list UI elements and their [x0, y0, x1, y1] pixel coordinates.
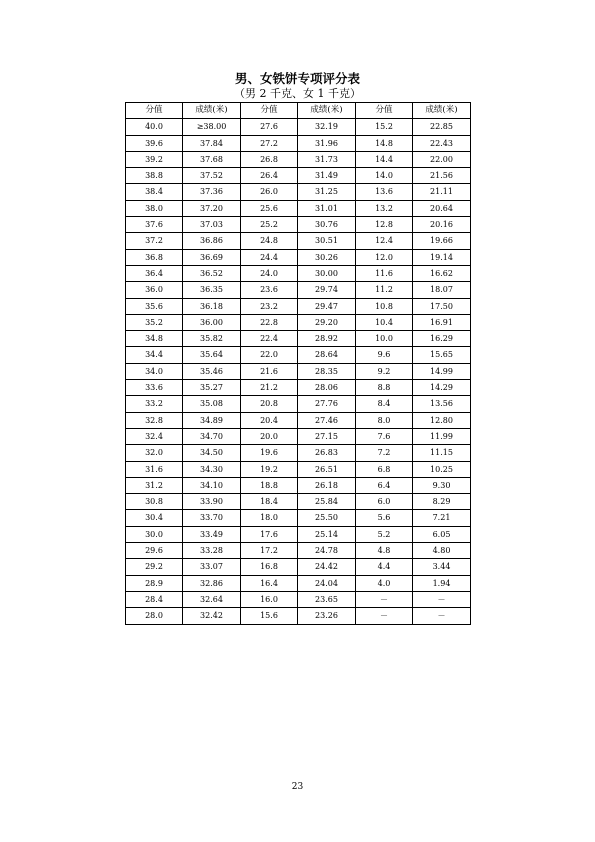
page-title: 男、女铁饼专项评分表 — [234, 71, 360, 86]
result-cell: 16.62 — [413, 265, 471, 281]
table-row — [126, 119, 471, 135]
result-cell: 16.91 — [413, 314, 471, 330]
score-cell: 32.8 — [126, 412, 183, 428]
score-cell: 29.6 — [126, 543, 183, 559]
score-cell: 21.6 — [241, 363, 298, 379]
result-cell: 24.42 — [298, 559, 356, 575]
result-cell: 32.86 — [183, 575, 241, 591]
score-cell: 28.0 — [126, 608, 183, 624]
score-cell: 24.8 — [241, 233, 298, 249]
result-cell: 31.73 — [298, 151, 356, 167]
result-cell: 29.74 — [298, 282, 356, 298]
score-cell: 14.4 — [356, 151, 413, 167]
result-cell: 35.08 — [183, 396, 241, 412]
table-row — [126, 217, 471, 233]
score-cell: 16.4 — [241, 575, 298, 591]
score-cell: 26.0 — [241, 184, 298, 200]
result-cell: 36.86 — [183, 233, 241, 249]
result-cell: 27.46 — [298, 412, 356, 428]
score-cell: 17.2 — [241, 543, 298, 559]
score-cell: 10.0 — [356, 331, 413, 347]
result-cell: 14.99 — [413, 363, 471, 379]
score-cell: 7.2 — [356, 445, 413, 461]
score-cell: 7.6 — [356, 428, 413, 444]
result-cell: 32.42 — [183, 608, 241, 624]
result-cell: 10.25 — [413, 461, 471, 477]
score-cell: 16.8 — [241, 559, 298, 575]
result-cell: 28.35 — [298, 363, 356, 379]
result-cell: 16.29 — [413, 331, 471, 347]
page-subtitle: （男 2 千克、女 1 千克） — [234, 87, 361, 100]
score-cell: 27.6 — [241, 119, 298, 135]
result-cell: 33.28 — [183, 543, 241, 559]
score-cell: 25.6 — [241, 200, 298, 216]
score-cell: 20.8 — [241, 396, 298, 412]
result-cell: 17.50 — [413, 298, 471, 314]
score-cell: 39.6 — [126, 135, 183, 151]
table-row — [126, 608, 471, 624]
score-cell: 8.0 — [356, 412, 413, 428]
column-header-score-2: 分值 — [241, 103, 298, 119]
score-cell: 10.8 — [356, 298, 413, 314]
table-row — [126, 477, 471, 493]
result-cell: 30.00 — [298, 265, 356, 281]
score-cell: 32.0 — [126, 445, 183, 461]
table-row — [126, 363, 471, 379]
table-row — [126, 314, 471, 330]
result-cell: 35.64 — [183, 347, 241, 363]
result-cell: － — [413, 591, 471, 607]
result-cell: 12.80 — [413, 412, 471, 428]
score-cell: 24.0 — [241, 265, 298, 281]
score-cell: 34.4 — [126, 347, 183, 363]
result-cell: 33.70 — [183, 510, 241, 526]
score-cell: 28.9 — [126, 575, 183, 591]
score-cell: 39.2 — [126, 151, 183, 167]
table-row — [126, 445, 471, 461]
result-cell: 34.50 — [183, 445, 241, 461]
result-cell: 4.80 — [413, 543, 471, 559]
column-header-result-2: 成绩(米) — [298, 103, 356, 119]
result-cell: 26.18 — [298, 477, 356, 493]
discus-score-table — [125, 102, 471, 625]
result-cell: 34.89 — [183, 412, 241, 428]
score-cell: 20.0 — [241, 428, 298, 444]
result-cell: 36.35 — [183, 282, 241, 298]
result-cell: 22.43 — [413, 135, 471, 151]
score-cell: 13.2 — [356, 200, 413, 216]
result-cell: 31.25 — [298, 184, 356, 200]
table-row — [126, 184, 471, 200]
score-cell: 12.4 — [356, 233, 413, 249]
table-row — [126, 233, 471, 249]
score-cell: 26.8 — [241, 151, 298, 167]
score-cell: 8.8 — [356, 380, 413, 396]
result-cell: 25.14 — [298, 526, 356, 542]
table-body — [126, 119, 471, 624]
result-cell: 36.69 — [183, 249, 241, 265]
result-cell: 14.29 — [413, 380, 471, 396]
table-row — [126, 396, 471, 412]
score-cell: 19.2 — [241, 461, 298, 477]
result-cell: 30.26 — [298, 249, 356, 265]
result-cell: 23.26 — [298, 608, 356, 624]
result-cell: 28.92 — [298, 331, 356, 347]
result-cell: － — [413, 608, 471, 624]
score-cell: 27.2 — [241, 135, 298, 151]
score-cell: 4.8 — [356, 543, 413, 559]
result-cell: 37.36 — [183, 184, 241, 200]
score-cell: 24.4 — [241, 249, 298, 265]
score-cell: 11.6 — [356, 265, 413, 281]
score-cell: 8.4 — [356, 396, 413, 412]
score-cell: 33.6 — [126, 380, 183, 396]
score-cell: 38.8 — [126, 168, 183, 184]
column-header-score-3: 分值 — [356, 103, 413, 119]
result-cell: 35.46 — [183, 363, 241, 379]
result-cell: 15.65 — [413, 347, 471, 363]
result-cell: 29.47 — [298, 298, 356, 314]
column-header-score-1: 分值 — [126, 103, 183, 119]
result-cell: 28.64 — [298, 347, 356, 363]
score-cell: 15.6 — [241, 608, 298, 624]
result-cell: 36.52 — [183, 265, 241, 281]
result-cell: 18.07 — [413, 282, 471, 298]
result-cell: 37.52 — [183, 168, 241, 184]
score-cell: 14.8 — [356, 135, 413, 151]
table-row — [126, 461, 471, 477]
table-row — [126, 428, 471, 444]
column-header-result-3: 成绩(米) — [413, 103, 471, 119]
score-cell: 26.4 — [241, 168, 298, 184]
result-cell: 31.01 — [298, 200, 356, 216]
table-row — [126, 200, 471, 216]
result-cell: 20.16 — [413, 217, 471, 233]
result-cell: 29.20 — [298, 314, 356, 330]
result-cell: 34.70 — [183, 428, 241, 444]
score-cell: 13.6 — [356, 184, 413, 200]
result-cell: 3.44 — [413, 559, 471, 575]
result-cell: 23.65 — [298, 591, 356, 607]
result-cell: 28.06 — [298, 380, 356, 396]
score-cell: 30.4 — [126, 510, 183, 526]
result-cell: 37.84 — [183, 135, 241, 151]
result-cell: 9.30 — [413, 477, 471, 493]
score-cell: 23.2 — [241, 298, 298, 314]
score-cell: 25.2 — [241, 217, 298, 233]
score-cell: 21.2 — [241, 380, 298, 396]
score-cell: 37.6 — [126, 217, 183, 233]
table-row — [126, 412, 471, 428]
score-cell: 34.0 — [126, 363, 183, 379]
score-cell: － — [356, 608, 413, 624]
result-cell: 37.68 — [183, 151, 241, 167]
result-cell: 33.90 — [183, 494, 241, 510]
result-cell: 1.94 — [413, 575, 471, 591]
score-cell: 38.0 — [126, 200, 183, 216]
score-cell: 22.8 — [241, 314, 298, 330]
table-row — [126, 494, 471, 510]
table-header-row — [126, 103, 471, 119]
score-cell: 30.0 — [126, 526, 183, 542]
score-cell: 12.0 — [356, 249, 413, 265]
result-cell: 32.19 — [298, 119, 356, 135]
table-row — [126, 543, 471, 559]
table-row — [126, 510, 471, 526]
score-cell: 22.0 — [241, 347, 298, 363]
result-cell: 30.76 — [298, 217, 356, 233]
table-row — [126, 380, 471, 396]
result-cell: 26.83 — [298, 445, 356, 461]
score-cell: 5.6 — [356, 510, 413, 526]
score-cell: 20.4 — [241, 412, 298, 428]
result-cell: ≥38.00 — [183, 119, 241, 135]
result-cell: 19.14 — [413, 249, 471, 265]
score-cell: 12.8 — [356, 217, 413, 233]
table-row — [126, 591, 471, 607]
result-cell: 19.66 — [413, 233, 471, 249]
result-cell: 37.03 — [183, 217, 241, 233]
score-cell: 33.2 — [126, 396, 183, 412]
score-cell: 15.2 — [356, 119, 413, 135]
score-cell: 6.4 — [356, 477, 413, 493]
score-cell: 6.8 — [356, 461, 413, 477]
table-row — [126, 151, 471, 167]
score-cell: 36.0 — [126, 282, 183, 298]
result-cell: 31.96 — [298, 135, 356, 151]
score-cell: 18.4 — [241, 494, 298, 510]
result-cell: 22.85 — [413, 119, 471, 135]
result-cell: 25.50 — [298, 510, 356, 526]
table-row — [126, 526, 471, 542]
score-cell: 40.0 — [126, 119, 183, 135]
score-cell: 31.2 — [126, 477, 183, 493]
table-row — [126, 575, 471, 591]
result-cell: 33.49 — [183, 526, 241, 542]
score-cell: 38.4 — [126, 184, 183, 200]
score-cell: 23.6 — [241, 282, 298, 298]
result-cell: 20.64 — [413, 200, 471, 216]
result-cell: 32.64 — [183, 591, 241, 607]
result-cell: 35.27 — [183, 380, 241, 396]
score-cell: 34.8 — [126, 331, 183, 347]
result-cell: 33.07 — [183, 559, 241, 575]
result-cell: 34.30 — [183, 461, 241, 477]
result-cell: 37.20 — [183, 200, 241, 216]
result-cell: 27.15 — [298, 428, 356, 444]
result-cell: 11.99 — [413, 428, 471, 444]
score-cell: 29.2 — [126, 559, 183, 575]
score-cell: 18.8 — [241, 477, 298, 493]
result-cell: 25.84 — [298, 494, 356, 510]
score-cell: 19.6 — [241, 445, 298, 461]
result-cell: 34.10 — [183, 477, 241, 493]
result-cell: 35.82 — [183, 331, 241, 347]
table-row — [126, 559, 471, 575]
result-cell: 26.51 — [298, 461, 356, 477]
score-cell: 32.4 — [126, 428, 183, 444]
score-cell: 5.2 — [356, 526, 413, 542]
page-number: 23 — [291, 782, 304, 792]
score-cell: 36.8 — [126, 249, 183, 265]
score-cell: 31.6 — [126, 461, 183, 477]
table-row — [126, 168, 471, 184]
result-cell: 11.15 — [413, 445, 471, 461]
table-row — [126, 298, 471, 314]
score-cell: 11.2 — [356, 282, 413, 298]
score-cell: 28.4 — [126, 591, 183, 607]
column-header-result-1: 成绩(米) — [183, 103, 241, 119]
result-cell: 24.78 — [298, 543, 356, 559]
result-cell: 31.49 — [298, 168, 356, 184]
score-cell: 9.6 — [356, 347, 413, 363]
score-cell: 30.8 — [126, 494, 183, 510]
score-cell: 18.0 — [241, 510, 298, 526]
table-row — [126, 331, 471, 347]
result-cell: 21.56 — [413, 168, 471, 184]
table-row — [126, 265, 471, 281]
score-cell: 6.0 — [356, 494, 413, 510]
table-row — [126, 282, 471, 298]
table-row — [126, 347, 471, 363]
result-cell: 27.76 — [298, 396, 356, 412]
score-cell: 4.0 — [356, 575, 413, 591]
result-cell: 36.18 — [183, 298, 241, 314]
result-cell: 13.56 — [413, 396, 471, 412]
result-cell: 36.00 — [183, 314, 241, 330]
result-cell: 7.21 — [413, 510, 471, 526]
score-cell: 16.0 — [241, 591, 298, 607]
result-cell: 8.29 — [413, 494, 471, 510]
table-row — [126, 249, 471, 265]
score-cell: 37.2 — [126, 233, 183, 249]
result-cell: 24.04 — [298, 575, 356, 591]
score-cell: 22.4 — [241, 331, 298, 347]
score-cell: 36.4 — [126, 265, 183, 281]
result-cell: 22.00 — [413, 151, 471, 167]
score-cell: － — [356, 591, 413, 607]
score-cell: 4.4 — [356, 559, 413, 575]
result-cell: 6.05 — [413, 526, 471, 542]
score-cell: 35.2 — [126, 314, 183, 330]
result-cell: 30.51 — [298, 233, 356, 249]
score-cell: 17.6 — [241, 526, 298, 542]
table-row — [126, 135, 471, 151]
score-cell: 9.2 — [356, 363, 413, 379]
score-cell: 14.0 — [356, 168, 413, 184]
result-cell: 21.11 — [413, 184, 471, 200]
score-cell: 10.4 — [356, 314, 413, 330]
score-cell: 35.6 — [126, 298, 183, 314]
